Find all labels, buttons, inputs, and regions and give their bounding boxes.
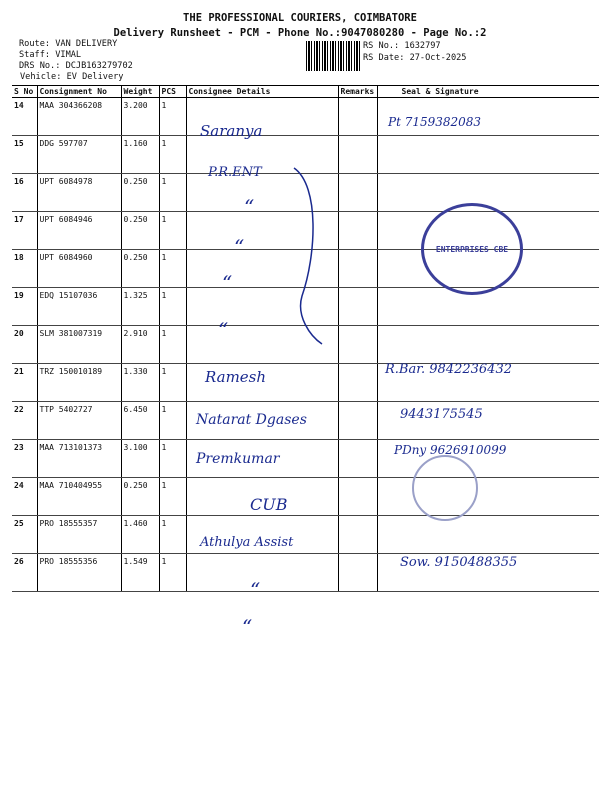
- cell-pcs: 1: [159, 326, 186, 364]
- hw-r14-sig: Pt 7159382083: [388, 115, 482, 129]
- col-consignment: Consignment No: [37, 86, 121, 98]
- hw-r25-ditto: “: [250, 578, 261, 602]
- cell-consignment: EDQ 15107036: [37, 288, 121, 326]
- cell-pcs: 1: [159, 98, 186, 136]
- cell-weight: 0.250: [121, 250, 159, 288]
- cell-weight: 1.160: [121, 136, 159, 174]
- hw-r15-name: P.R.ENT: [208, 165, 262, 180]
- cell-remarks: [338, 174, 377, 212]
- hw-r18-ditto: “: [222, 271, 233, 295]
- cell-consignment: MAA 710404955: [37, 478, 121, 516]
- cell-remarks: [338, 250, 377, 288]
- cell-sno: 24: [12, 478, 37, 516]
- cell-pcs: 1: [159, 402, 186, 440]
- cell-seal: [377, 136, 599, 174]
- cell-pcs: 1: [159, 212, 186, 250]
- bracket-mark: [292, 166, 332, 350]
- cell-seal: [377, 516, 599, 554]
- cell-weight: 3.100: [121, 440, 159, 478]
- cell-sno: 16: [12, 174, 37, 212]
- hw-r22-sig: PDny 9626910099: [394, 443, 507, 457]
- hw-r22-name: Premkumar: [196, 451, 280, 467]
- cell-consignment: PRO 18555356: [37, 554, 121, 592]
- cell-pcs: 1: [159, 288, 186, 326]
- cell-pcs: 1: [159, 516, 186, 554]
- hw-r20-name: Ramesh: [205, 368, 267, 386]
- cell-sno: 14: [12, 98, 37, 136]
- cell-pcs: 1: [159, 174, 186, 212]
- hw-r14-name: Saranya: [200, 122, 263, 140]
- seal-text: ENTERPRISES CBE: [435, 244, 509, 254]
- cell-sno: 21: [12, 364, 37, 402]
- cell-consignment: PRO 18555357: [37, 516, 121, 554]
- cell-pcs: 1: [159, 478, 186, 516]
- cell-pcs: 1: [159, 364, 186, 402]
- table-row: [12, 440, 599, 478]
- cell-sno: 17: [12, 212, 37, 250]
- cell-weight: 6.450: [121, 402, 159, 440]
- col-pcs: PCS: [159, 86, 186, 98]
- cell-weight: 1.330: [121, 364, 159, 402]
- vehicle-label: Vehicle: EV Delivery: [20, 72, 124, 82]
- cell-remarks: [338, 554, 377, 592]
- hw-r24-name: Athulya Assist: [200, 535, 294, 550]
- col-weight: Weight: [121, 86, 159, 98]
- drs-label: DRS No.: DCJB163279702: [19, 61, 133, 71]
- runsheet-subtitle: Delivery Runsheet - PCM - Phone No.:9047080280 - Page No.:2: [113, 27, 487, 39]
- cell-consignment: MAA 304366208: [37, 98, 121, 136]
- cell-seal: [377, 326, 599, 364]
- rs-date-label: RS Date: 27-Oct-2025: [363, 53, 467, 63]
- cell-remarks: [338, 212, 377, 250]
- cell-weight: 1.325: [121, 288, 159, 326]
- cell-remarks: [338, 440, 377, 478]
- cell-pcs: 1: [159, 250, 186, 288]
- cell-sno: 18: [12, 250, 37, 288]
- col-sno: S No: [12, 86, 37, 98]
- cell-pcs: 1: [159, 554, 186, 592]
- cell-consignment: DDG 597707: [37, 136, 121, 174]
- cell-remarks: [338, 288, 377, 326]
- hw-r16-ditto: “: [244, 195, 255, 219]
- hw-r19-ditto: “: [218, 318, 229, 342]
- col-remarks: Remarks: [338, 86, 377, 98]
- cell-sno: 26: [12, 554, 37, 592]
- cell-remarks: [338, 98, 377, 136]
- cell-consignment: SLM 381007319: [37, 326, 121, 364]
- table-row: [12, 478, 599, 516]
- table-header-row: [12, 86, 599, 98]
- company-seal: [421, 203, 523, 295]
- cell-remarks: [338, 364, 377, 402]
- table-row: [12, 516, 599, 554]
- hw-r23-name: CUB: [250, 495, 288, 514]
- cell-consignment: UPT 6084946: [37, 212, 121, 250]
- cell-seal: [377, 478, 599, 516]
- barcode: [306, 41, 360, 71]
- cell-weight: 3.200: [121, 98, 159, 136]
- cell-sno: 20: [12, 326, 37, 364]
- cell-consignment: TRZ 150010189: [37, 364, 121, 402]
- cell-pcs: 1: [159, 136, 186, 174]
- cell-weight: 2.910: [121, 326, 159, 364]
- cell-seal: [377, 288, 599, 326]
- route-label: Route: VAN DELIVERY: [19, 39, 118, 49]
- cell-consignment: UPT 6084978: [37, 174, 121, 212]
- cell-remarks: [338, 136, 377, 174]
- hw-r20-sig: R.Bar. 9842236432: [385, 362, 512, 377]
- cell-consignment: MAA 713101373: [37, 440, 121, 478]
- company-title: THE PROFESSIONAL COURIERS, COIMBATORE: [183, 12, 417, 24]
- col-seal: Seal & Signature: [377, 86, 599, 98]
- cell-weight: 0.250: [121, 478, 159, 516]
- cell-sno: 22: [12, 402, 37, 440]
- cell-consignee: [186, 554, 338, 592]
- cell-consignment: TTP 5402727: [37, 402, 121, 440]
- cell-weight: 1.549: [121, 554, 159, 592]
- hw-r21-name: Natarat Dgases: [196, 412, 307, 428]
- cell-remarks: [338, 516, 377, 554]
- cell-weight: 1.460: [121, 516, 159, 554]
- cell-weight: 0.250: [121, 212, 159, 250]
- table-row: [12, 98, 599, 136]
- cell-weight: 0.250: [121, 174, 159, 212]
- cell-sno: 23: [12, 440, 37, 478]
- col-consignee: Consignee Details: [186, 86, 338, 98]
- cell-remarks: [338, 326, 377, 364]
- cell-consignment: UPT 6084960: [37, 250, 121, 288]
- rs-no-label: RS No.: 1632797: [363, 41, 441, 51]
- cell-remarks: [338, 478, 377, 516]
- hw-r26-ditto: “: [242, 615, 253, 639]
- hw-r17-ditto: “: [234, 235, 245, 259]
- faint-stamp: [412, 455, 478, 521]
- hw-r21-sig: 9443175545: [400, 407, 483, 422]
- cell-sno: 15: [12, 136, 37, 174]
- cell-sno: 19: [12, 288, 37, 326]
- cell-remarks: [338, 402, 377, 440]
- cell-sno: 25: [12, 516, 37, 554]
- staff-label: Staff: VIMAL: [19, 50, 82, 60]
- hw-r25-sig: Sow. 9150488355: [400, 555, 518, 570]
- cell-pcs: 1: [159, 440, 186, 478]
